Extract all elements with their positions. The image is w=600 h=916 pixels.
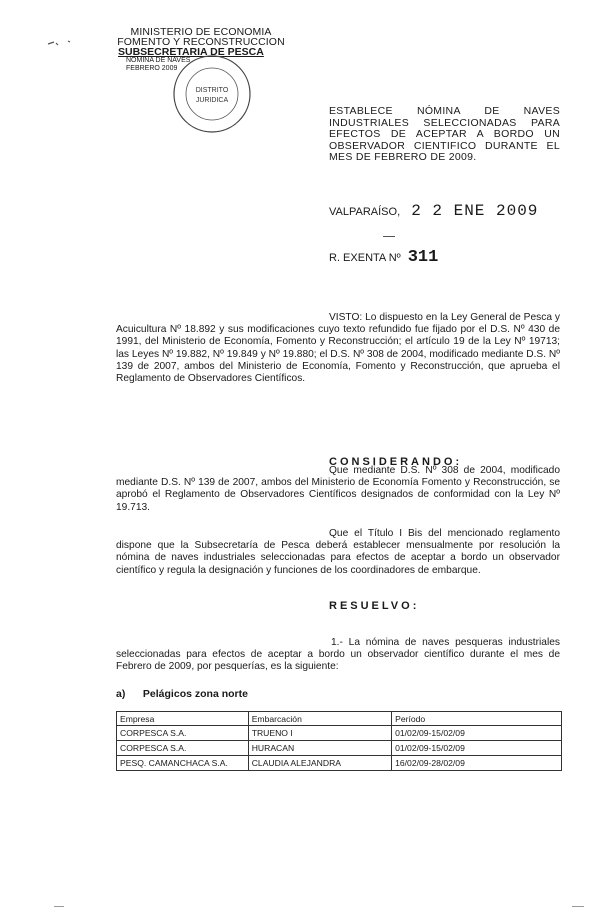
considerando-paragraph-2 (116, 528, 560, 577)
cell-embarcacion: TRUENO I (248, 726, 391, 741)
resolution-line (329, 248, 438, 267)
visto-paragraph (116, 312, 560, 385)
cell-embarcacion: HURACAN (248, 741, 391, 756)
resuelvo-item-1 (116, 637, 560, 674)
header-empresa: Empresa (117, 712, 249, 726)
visto-lead: VISTO: Lo dispuesto en la Ley General de Pesca (329, 312, 552, 323)
vessel-table (116, 711, 562, 771)
section-heading (116, 688, 248, 700)
visto-body: y Acuicultura Nº 18.892 y sus modificaciones cuyo texto refundido fue fijado por el D.S. Nº 430 de 1991, del Ministerio de Economía, Fomento y Reconstrucción; el artículo 19 de la Ley Nº 19713; las Leyes Nº 19.882, Nº 19.849 y Nº 19.880; el D.S. Nº 308 de 2004, modificado mediante D.S. Nº 139 de 2007, ambos del Ministerio de Economía, Fomento y Reconstrucción, que aprueba el Reglamento de Observadores Científicos. (116, 312, 561, 385)
seal-text-1: DISTRITO (195, 87, 229, 94)
cell-empresa: PESQ. CAMANCHACA S.A. (117, 756, 249, 771)
table-header-row (117, 712, 562, 726)
cell-embarcacion: CLAUDIA ALEJANDRA (248, 756, 391, 771)
reference-line-1: NOMINA DE NAVES (126, 57, 191, 64)
date-stamp: 2 2 ENE 2009 (411, 202, 539, 220)
table-row (117, 756, 562, 771)
section-title: Pelágicos zona norte (142, 688, 248, 700)
resolution-number: 311 (407, 248, 439, 267)
considerando-2-lead: Que el Título I Bis del mencionado reglamento (329, 528, 560, 539)
cell-empresa: CORPESCA S.A. (117, 741, 249, 756)
date-place: VALPARAÍSO, (329, 206, 401, 218)
header-periodo: Período (392, 712, 562, 726)
document-subject: ESTABLECE NÓMINA DE NAVES INDUSTRIALES SELECCIONADAS PARA EFECTOS DE ACEPTAR A BORDO UN OBSERVADOR CIENTIFICO DURANTE EL MES DE FEBRERO DE 2009. (329, 105, 560, 163)
subsecretaria-name: SUBSECRETARIA DE PESCA (118, 46, 264, 58)
official-seal-icon (170, 52, 254, 136)
scan-edge-mark (54, 906, 64, 907)
considerando-1-body: mediante D.S. Nº 139 de 2007, ambos del Ministerio de Economía Fomento y Reconstrucción, se aprobó el Reglamento de Observadores Científicos designados de conformidad con la Ley Nº 19.713. (116, 477, 560, 513)
table-row (117, 741, 562, 756)
scan-marks (46, 36, 76, 54)
cell-periodo: 01/02/09-15/02/09 (392, 741, 562, 756)
considerando-paragraph-1 (116, 465, 560, 514)
divider-mark (383, 236, 395, 237)
cell-periodo: 16/02/09-28/02/09 (392, 756, 562, 771)
header-embarcacion: Embarcación (248, 712, 391, 726)
cell-periodo: 01/02/09-15/02/09 (392, 726, 562, 741)
table-row (117, 726, 562, 741)
resuelvo-1-lead: 1.- La nómina de naves pesqueras industriales (331, 637, 560, 648)
scan-edge-mark (572, 906, 584, 907)
resuelvo-1-body: seleccionadas para efectos de aceptar a bordo un observador científico durante el mes de Febrero de 2009, por pesquerías, es la siguiente: (116, 649, 560, 673)
date-line (329, 202, 538, 220)
considerando-2-body: dispone que la Subsecretaría de Pesca deberá establecer mensualmente por resolución la nómina de naves industriales seleccionadas para efectos de aceptar a bordo un observador científico y regula la designación y funciones de los coordinadores de embarque. (116, 540, 560, 576)
considerando-heading: CONSIDERANDO: (329, 456, 463, 468)
seal-text-2: JURIDICA (195, 97, 229, 104)
resolution-label: R. EXENTA Nº (329, 252, 401, 264)
considerando-1-lead: Que mediante D.S. Nº 308 de 2004, modificado (329, 465, 560, 476)
ministry-name: MINISTERIO DE ECONOMIA (130, 26, 272, 38)
section-label: a) (116, 688, 126, 700)
resuelvo-heading: RESUELVO: (329, 600, 420, 612)
reference-line-2: FEBRERO 2009 (126, 65, 178, 72)
cell-empresa: CORPESCA S.A. (117, 726, 249, 741)
ministry-name-2: FOMENTO Y RECONSTRUCCION (117, 36, 285, 48)
scan-mark-icon (46, 36, 76, 52)
